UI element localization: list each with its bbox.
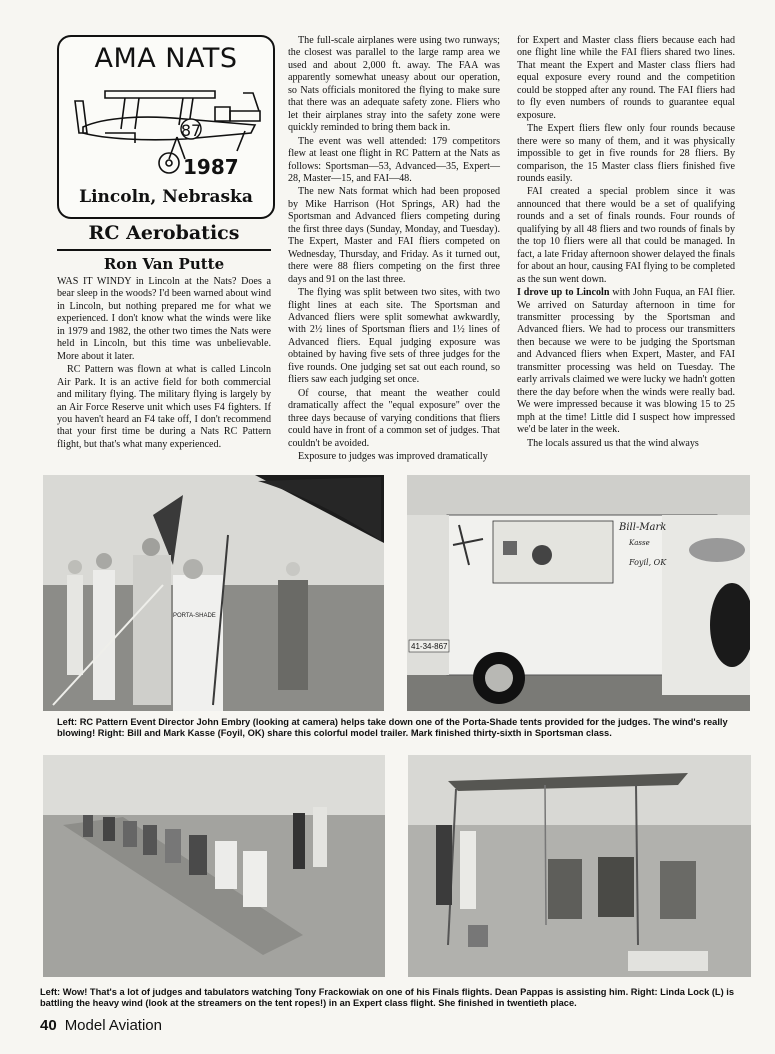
paragraph-rest: with John Fuqua, an FAI flier. We arrived on Saturday afternoon in time for transmitter processing by the Sportsman and Advanced fliers. We had to process our transmitters then because we were to be judging the Sportsman and Advanced fliers when Expert, Master, and FAI transmitter processing was held on Tuesday. The early arrivals claimed we were lucky we hadn't gotten there the day before when the winds were really bad. We were impressed because it was blowing 15 to 25 mph at the time! Little did I suspect how impressed we'd be later in the week. <box>517 287 735 436</box>
caption-top: Left: RC Pattern Event Director John Embry (looking at camera) helps take down one of the Porta-Shade tents provided for the judges. The wind's really blowing! Right: Bill and Mark Kasse (Foyil, OK) share this colorful model trailer. Mark finished thirty-sixth in Sportsman class. <box>57 717 728 739</box>
text-column-1 <box>57 276 271 452</box>
porta-shade-label: PORTA-SHADE <box>173 613 216 619</box>
paragraph: FAI created a special problem since it was announced that there would be a set of qualifying rounds and a set of finals rounds. Four rounds of qualifying by all 48 fliers and two rounds of finals by the top 10 fliers were all that could be managed. In fact, a late Friday afternoon shower delayed the finals for about an hour, causing FAI flying to be completed as the sun went down. <box>517 186 735 285</box>
paragraph: RC Pattern was flown at what is called Lincoln Air Park. It is an active field for both commercial and military flying. The military flying is largely by an Air Force Reserve unit which uses F4 fighters. If you haven't heard an F4 take off, I don't recommend that your first time be during a Nats RC Pattern flight, but that's what many experienced. <box>57 364 271 450</box>
nats-logo <box>57 35 275 219</box>
text-column-3 <box>517 35 735 451</box>
trailer-town: Foyil, OK <box>629 558 667 567</box>
photo-tent-takedown <box>43 475 384 711</box>
bold-lead-in: I drove up to Lincoln <box>517 287 610 299</box>
section-title: RC Aerobatics <box>88 222 240 244</box>
title-rule <box>57 249 271 251</box>
photo-tent-pilot <box>408 755 751 977</box>
logo-title: AMA NATS <box>94 43 238 74</box>
photo-judges-line <box>43 755 385 977</box>
paragraph: Exposure to judges was improved dramatically <box>298 450 488 462</box>
logo-year: 1987 <box>183 155 239 179</box>
author-byline: Ron Van Putte <box>103 255 225 273</box>
paragraph: WAS IT WINDY in Lincoln at the Nats? Does a bear sleep in the woods? I'd been warned about wind in Lincoln, but nothing prepared me for what we experienced. I don't know what the winds were like in 1979 and 1982, the other two times the Nats were held in Lincoln, but this time was unbelievable. More about it later. <box>57 276 271 362</box>
paragraph: The new Nats format which had been proposed by Mike Harrison (Hot Springs, AR) had the Sportsman and Advanced fliers competing during the first three days (Sunday, Monday, and Tuesday). The Expert, Master and FAI fliers competed on Wednesday, Thursday, and Friday. As it turned out, there were 88 fliers competing on the first three days and 91 on the last three. <box>288 186 500 285</box>
paragraph: for Expert and Master class fliers because each had one flight line while the FAI fliers shared two lines. That meant the Expert and Master class fliers had equal exposure every round and the competition could be stopped after any round. The FAI fliers had to fly even numbers of rounds to guarantee equal exposure. <box>517 35 735 121</box>
paragraph: The flying was split between two sites, with two flight lines at each site. The Sportsman and Advanced fliers were split somewhat awkwardly, with 2½ lines of Sportsman fliers and 1½ lines of Advanced fliers. Equal judging exposure was obtained by having five sets of three judges for the five rounds. One judging set sat out each round, so fliers saw each judging set once. <box>288 287 500 386</box>
page-footer <box>40 1017 162 1034</box>
text-column-2 <box>288 35 500 464</box>
paragraph: Of course, that meant the weather could dramatically affect the "equal exposure" over the three days because of varying conditions that fliers could have in front of a common set of judges. That couldn't be avoided. <box>288 387 500 449</box>
paragraph: The event was well attended: 179 competitors flew at least one flight in RC Pattern at the Nats as follows: Sportsman—53, Advanced—35, Expert—28, Master—15, and FAI—48. <box>288 135 500 184</box>
page-number: 40 <box>40 1017 57 1034</box>
paragraph: The Expert fliers flew only four rounds because there were so many of them, and it was physically impossible to get in five rounds for 28 fliers. By comparison, the 15 Master class fliers finished five rounds easily. <box>517 123 735 184</box>
paragraph-bold-lead <box>517 287 735 436</box>
trailer-surname: Kasse <box>629 539 650 547</box>
trailer-plate: 41-34-867 <box>411 642 448 651</box>
caption-bottom: Left: Wow! That's a lot of judges and tabulators watching Tony Frackowiak on one of his Finals flights. Dean Pappas is assisting him. Right: Linda Lock (L) is battling the heavy wind (look at the streamers on the tent ropes!) in an Expert class flight. She finished in twentieth place. <box>40 987 735 1009</box>
trailer-name: Bill-Mark <box>619 522 667 533</box>
paragraph: The full-scale airplanes were using two runways; the closest was parallel to the large ramp area we used and about 2,000 ft. away. The FAA was apparently somewhat uneasy about our operation, so Nats officials monitored the flying to make sure that there was an adequate safety zone. Fliers who let their airplanes stray into the safety zone were quickly reminded to bring them back in. <box>288 35 500 134</box>
plane-number: 87 <box>180 121 202 140</box>
logo-location: Lincoln, Nebraska <box>79 187 253 207</box>
magazine-name: Model Aviation <box>64 1017 162 1034</box>
paragraph: The locals assured us that the wind always <box>527 437 699 449</box>
photo-model-trailer <box>407 475 750 711</box>
